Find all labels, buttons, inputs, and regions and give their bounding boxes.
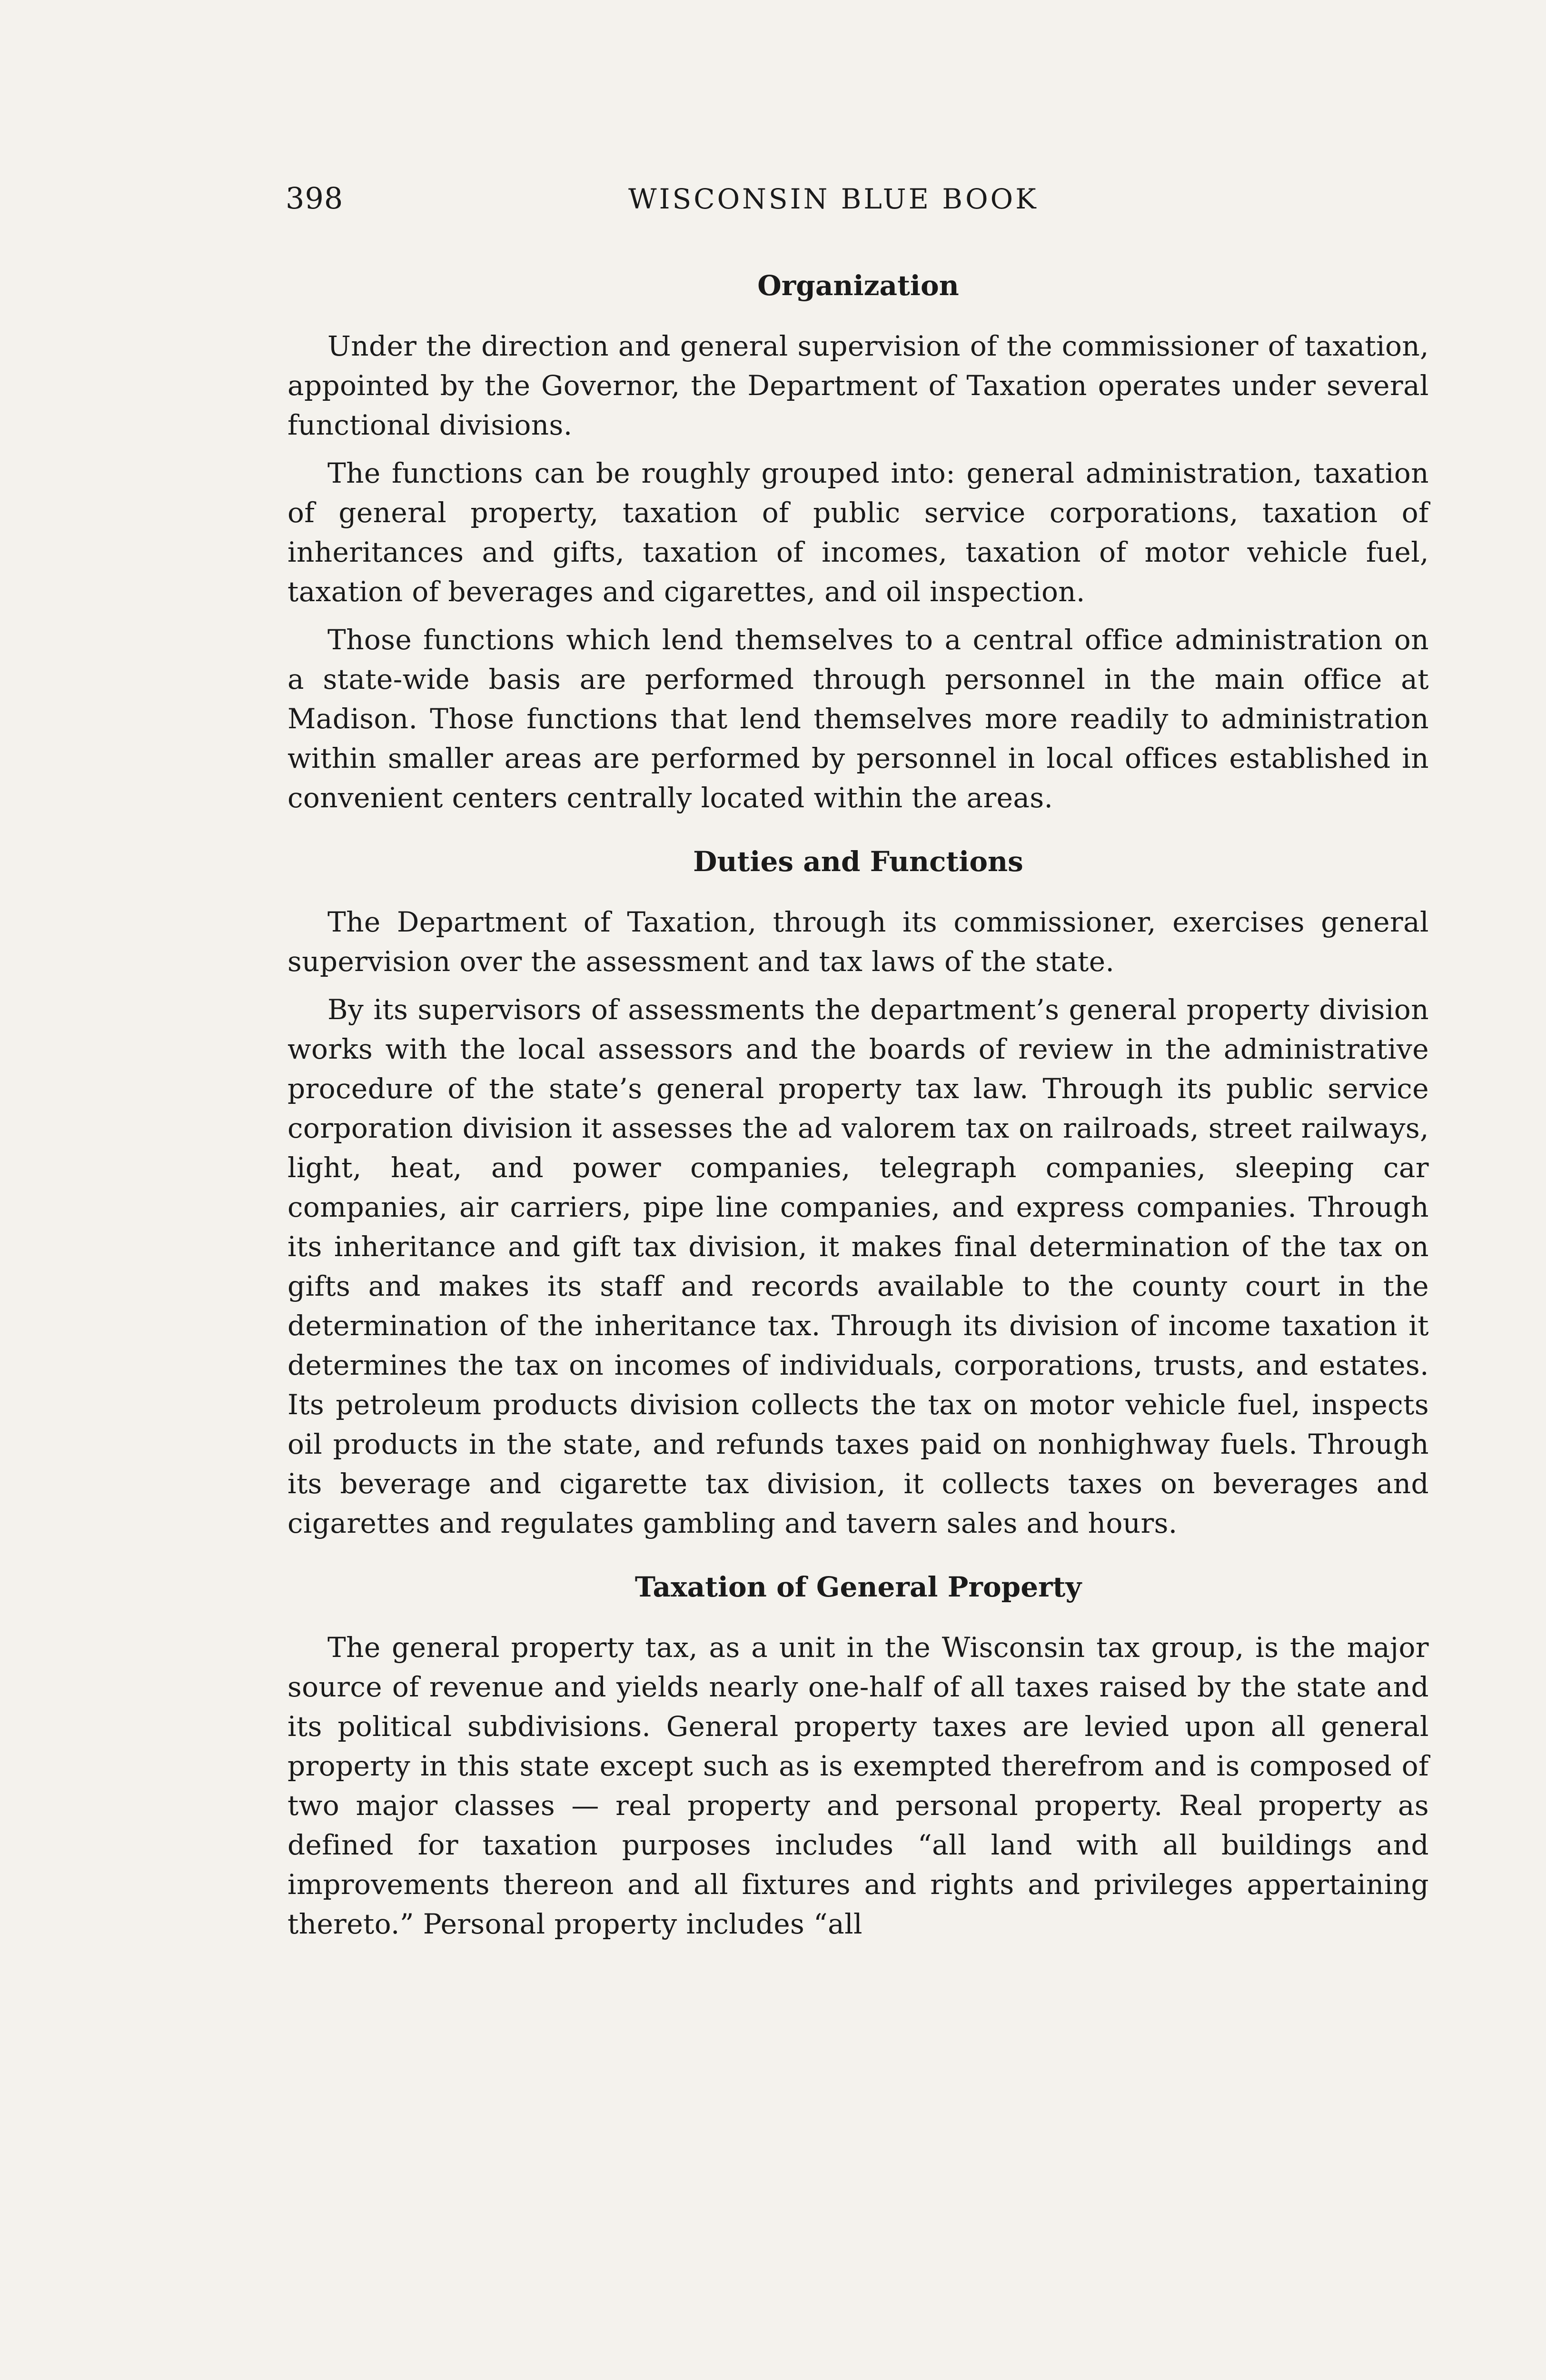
running-head [286,181,1085,224]
section-organization [287,267,1429,818]
paragraph: The Department of Taxation, through its commissioner, exercises general supervision over the assessment and tax laws of the state. [287,906,1429,978]
section-duties-and-functions [287,843,1429,1543]
section-heading: Taxation of General Property [634,1571,1082,1603]
paragraph: By its supervisors of assessments the department’s general property division works with the local assessors and the boards of review in the administrative procedure of the state’s general property tax law. Through its public service corporation division it assesses the ad valorem tax on railroads, street railways, light, heat, and power companies, telegraph companies, sleeping car companies, air carriers, pipe line companies, and express companies. Through its inheritance and gift tax division, it makes final determination of the tax on gifts and makes its staff and records available to the county court in the determination of the inheritance tax. Through its division of income taxation it determines the tax on incomes of individuals, corporations, trusts, and estates. Its petroleum products division collects the tax on motor vehicle fuel, inspects oil products in the state, and refunds taxes paid on nonhighway fuels. Through its beverage and cigarette tax division, it collects taxes on beverages and cigarettes and regulates gambling and tavern sales and hours. [287,993,1429,1539]
body-text [287,267,1429,1953]
paragraph: The general property tax, as a unit in the Wisconsin tax group, is the major source of revenue and yields nearly one-half of all taxes raised by the state and its political subdivisions. General property taxes are levied upon all general property in this state except such as is exempted therefrom and is composed of two major classes — real property and personal property. Real property as defined for taxation purposes includes “all land with all buildings and improvements thereon and all fixtures and rights and privileges appertaining thereto.” Personal property includes “all [287,1631,1429,1940]
paragraph: The functions can be roughly grouped into: general administration, taxation of general property, taxation of public service corporations, taxation of inheritances and gifts, taxation of incomes, taxation of motor vehicle fuel, taxation of beverages and cigarettes, and oil inspection. [287,457,1429,608]
paragraph: Under the direction and general supervision of the commissioner of taxation, appointed by the Governor, the Department of Taxation operates under several functional divisions. [287,330,1429,441]
section-taxation-of-general-property [287,1568,1429,1944]
paragraph: Those functions which lend themselves to a central office administration on a state-wide basis are performed through personnel in the main office at Madison. Those functions that lend themselves more readily to administration within smaller areas are performed by personnel in local offices established in convenient centers centrally located within the areas. [287,624,1429,814]
page-number: 398 [286,181,344,216]
running-title: WISCONSIN BLUE BOOK [628,183,1039,215]
section-heading: Organization [757,269,959,302]
section-heading: Duties and Functions [693,845,1023,878]
